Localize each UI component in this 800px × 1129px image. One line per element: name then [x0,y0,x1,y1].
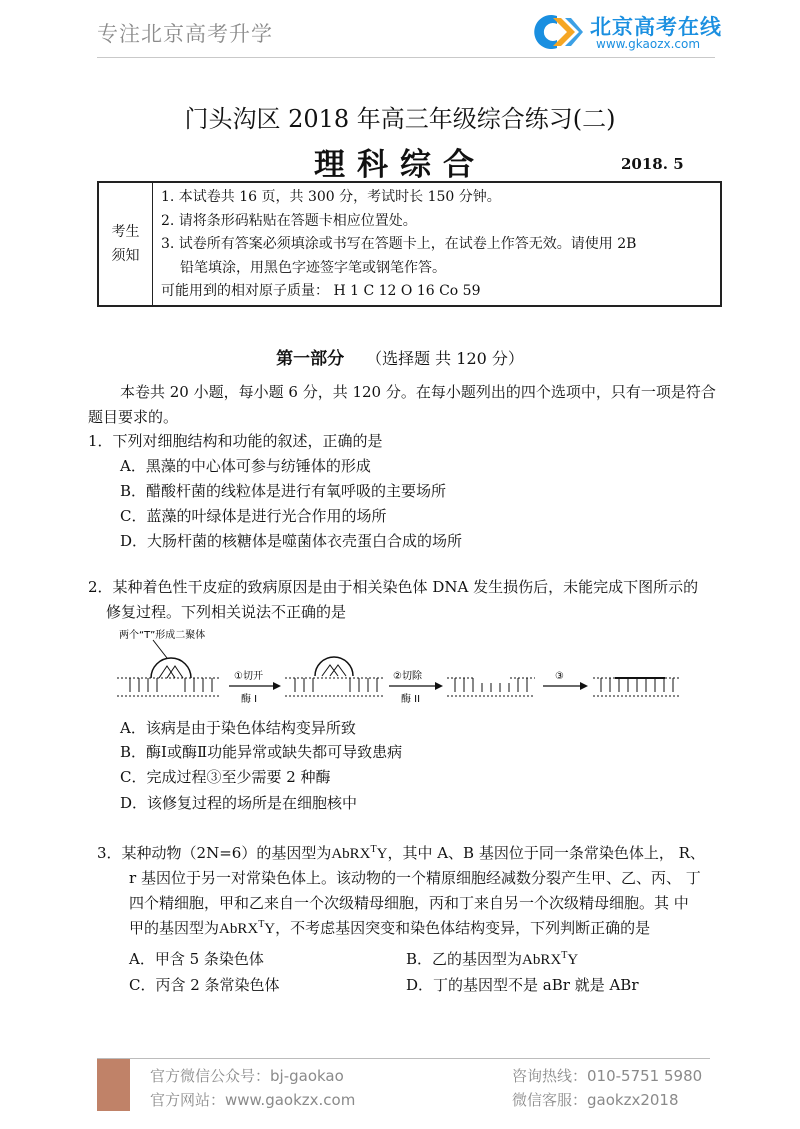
footer-wechat: 官方微信公众号：bj-gaokao [150,1067,344,1085]
notice-label [99,183,153,305]
q3-genotype-jia [219,921,275,937]
q2-stem-line2: 修复过程。下列相关说法不正确的是 [106,603,347,621]
notice-item: 1. 本试卷共 16 页，共 300 分，考试时长 150 分钟。 [161,189,501,205]
header-divider [97,57,715,58]
q3-option-b-text: B．乙的基因型为 [406,950,523,968]
q1-option-a: A．黑藻的中心体可参与纺锤体的形成 [120,457,371,475]
q3-genotype [331,846,387,862]
step3-label: ③ [555,671,564,682]
q3-option-c: C．丙含 2 条常染色体 [129,976,280,994]
dna-strand-damaged [117,658,220,696]
genotype-y: Y [376,846,388,862]
q3-line4 [129,917,650,938]
q2-option-c: C．完成过程③至少需要 2 种酶 [120,768,331,786]
q3-line4-a: 甲的基因型为 [129,919,220,937]
dna-strand-repaired [593,678,681,696]
part1-intro-line1: 本卷共 20 小题，每小题 6 分，共 120 分。在每小题列出的四个选项中，只有一项是符合 [120,383,716,401]
header-tagline: 专注北京高考升学 [97,22,273,46]
genotype-y: Y [264,921,276,937]
notice-label-line2: 须知 [111,248,140,264]
q2-option-a: A．该病是由于染色体结构变异所致 [120,719,356,737]
q3-option-b [406,948,578,969]
genotype-y: Y [567,952,579,968]
part1-title: 第一部分 [276,349,345,369]
atomic-mass-line: 可能用到的相对原子质量： H 1 C 12 O 16 Co 59 [161,283,481,299]
dna-strand-excised [447,678,535,696]
logo-url: www.gkaozx.com [596,37,701,51]
q3-line2: r 基因位于另一对常染色体上。该动物的一个精原细胞经减数分裂产生甲、乙、丙、 丁 [129,869,701,887]
gkaozx-logo-icon [527,12,583,52]
genotype-base: AbRX [219,921,259,937]
genotype-sup: T [370,844,377,855]
notice-item: 3. 试卷所有答案必须填涂或书写在答题卡上，在试卷上作答无效。请使用 2B [161,236,637,252]
step2-enzyme: 酶 II [401,694,421,705]
dna-repair-diagram [115,628,685,708]
part1-subtitle: （选择题 共 120 分） [366,349,524,368]
diagram-caption: 两个“T”形成二聚体 [119,630,206,641]
step1-label: ①切开 [234,671,263,682]
part1-heading [0,344,800,369]
step2-arrow [389,669,443,705]
q2-option-d: D．该修复过程的场所是在细胞核中 [120,794,358,812]
exam-date: 2018. 5 [621,155,684,173]
notice-items [161,186,714,304]
genotype-sup: T [258,919,265,930]
logo-brand-name: 北京高考在线 [590,15,722,39]
genotype-base: AbRX [331,846,371,862]
q3-line3: 四个精细胞，甲和乙来自一个次级精母细胞，丙和丁来自另一个次级精母细胞。其 中 [129,894,689,912]
exam-subject: 理科综合 [314,147,486,183]
footer-hotline: 咨询热线：010-5751 5980 [512,1067,703,1085]
step3-arrow [543,671,588,690]
q1-option-d: D．大肠杆菌的核糖体是噬菌体衣壳蛋白合成的场所 [120,532,463,550]
footer-website: 官方网站：www.gaokzx.com [150,1091,356,1109]
exam-title: 门头沟区 2018 年高三年级综合练习(二) [184,105,616,133]
q3-option-a: A．甲含 5 条染色体 [129,950,264,968]
q3-line1-a: 3．某种动物（2N=6）的基因型为 [97,844,332,862]
notice-item: 铅笔填涂，用黑色字迹签字笔或钢笔作答。 [180,259,446,276]
footer-service: 微信客服：gaokzx2018 [512,1091,679,1109]
notice-item: 2. 请将条形码粘贴在答题卡相应位置处。 [161,212,417,229]
q2-stem-line1: 2．某种着色性干皮症的致病原因是由于相关染色体 DNA 发生损伤后，未能完成下图所示的 [88,578,699,596]
part1-intro-line2: 题目要求的。 [88,408,179,426]
q3-line1-b: ，其中 A、B 基因位于同一条常染色体上， R、 [387,844,705,862]
q1-stem: 1．下列对细胞结构和功能的叙述，正确的是 [88,432,383,450]
step2-label: ②切除 [393,671,422,682]
q3-line4-b: ，不考虑基因突变和染色体结构变异，下列判断正确的是 [275,919,651,937]
genotype-base: AbRX [522,952,562,968]
q3-line1 [97,842,705,863]
caption-pointer [153,640,167,658]
dna-strand-nicked [285,657,383,696]
q2-option-b: B．酶Ⅰ或酶Ⅱ功能异常或缺失都可导致患病 [120,743,403,761]
q1-option-b: B．醋酸杆菌的线粒体是进行有氧呼吸的主要场所 [120,482,447,500]
step1-arrow [229,669,281,705]
step1-enzyme: 酶 I [241,694,258,705]
candidate-notice-box [97,181,722,307]
footer-divider [97,1058,710,1059]
genotype-sup: T [561,950,568,961]
footer-accent-block [97,1059,130,1111]
q3-option-d: D．丁的基因型不是 aBr 就是 ABr [406,976,639,994]
q1-option-c: C．蓝藻的叶绿体是进行光合作用的场所 [120,507,387,525]
notice-label-line1: 考生 [111,224,140,240]
q3-genotype-yi [522,952,578,968]
